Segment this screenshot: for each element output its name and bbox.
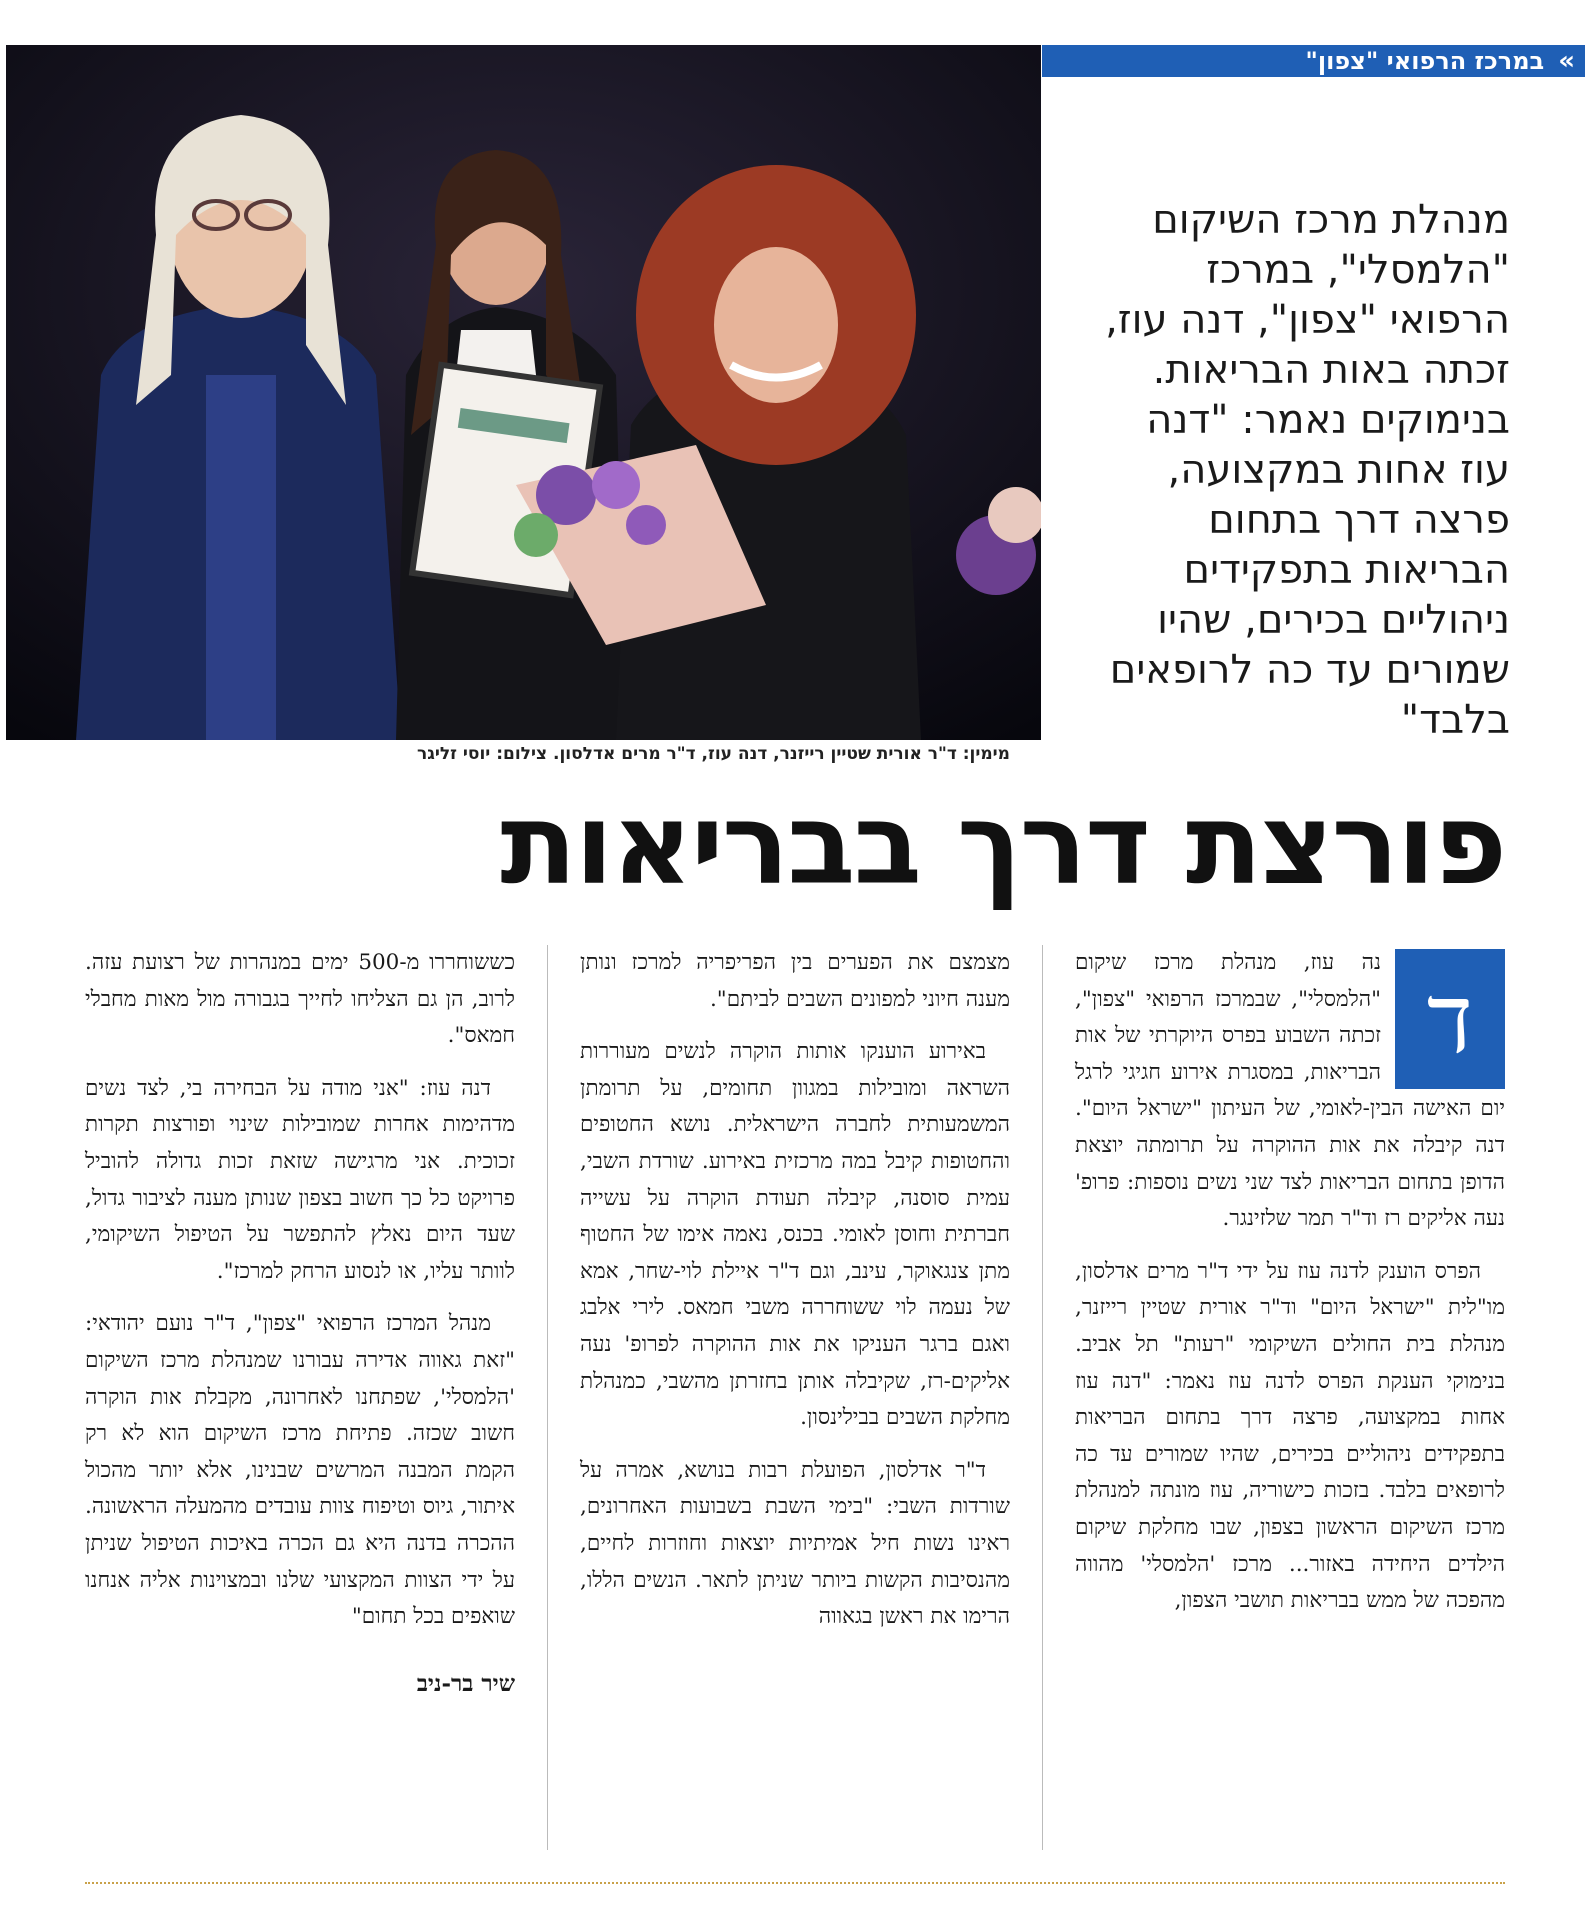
bottom-divider <box>85 1882 1505 1884</box>
photo-caption: מימין: ד"ר אורית שטיין רייזנר, דנה עוז, ד"ר מרים אדלסון. צילום: יוסי זליגר <box>417 744 1010 764</box>
section-bar <box>1042 45 1585 77</box>
paragraph: ד"ר אדלסון, הפועלת רבות בנושא, אמרה על שורדות השבי: "בימי השבת בשבועות האחרונים, ראינו נשות חיל אמיתיות יוצאות וחוזרות לחיים, מהנסיבות הקשות ביותר שניתן לתאר. הנשים הללו, הרימו את ראשן בגאווה <box>580 1457 1010 1630</box>
byline: שיר בר-ניב <box>416 1669 515 1697</box>
article-column-2 <box>580 945 1010 1652</box>
paragraph: דנה עוז: "אני מודה על הבחירה בי, לצד נשים מדהימות אחרות שמובילות שינוי ופורצות תקרות זכוכית. אני מרגישה שזאת זכות גדולה להוביל פרויקט כל כך חשוב בצפון שנותן מענה לציבור גדול, שעד היום נאלץ להתפשר על הטיפול השיקומי, לוותר עליו, או לנסוע הרחק למרכז". <box>85 1075 515 1284</box>
article-column-3 <box>85 945 515 1718</box>
paragraph: כששוחררו מ-500 ימים במנהרות של רצועת עזה. לרוב, הן גם הצליחו לחייך בגבורה מול מאות מחבלי חמאס". <box>85 950 515 1049</box>
paragraph <box>1075 945 1505 1238</box>
pull-quote: מנהלת מרכז השיקום "הלמסלי", במרכז הרפואי "צפון", דנה עוז, זכתה באות הבריאות. בנימוקים נאמר: "דנה עוז אחות במקצועה, פרצה דרך בתחום הבריאות בתפקידים ניהוליים בכירים, שהיו שמורים עד כה לרופאים בלבד" <box>1105 197 1510 743</box>
article-column-1 <box>1075 945 1505 1636</box>
paragraph: הפרס הוענק לדנה עוז על ידי ד"ר מרים אדלסון, מו"לית "ישראל היום" וד"ר אורית שטיין רייזנר, מנהלת בית החולים השיקומי "רעות" תל אביב. בנימוקי הענקת הפרס לדנה עוז נאמר: "דנה עוז אחות במקצועה, פרצה דרך בתחום הבריאות בתפקידים ניהוליים בכירים, שהיו שמורים עד כה לרופאים בלבד. בזכות כישוריה, עוז מונתה למנהלת מרכז השיקום הראשון בצפון, שבו מחלקת שיקום הילדים היחידה באזור... מרכז 'הלמסלי' מהווה מהפכה של ממש בבריאות תושבי הצפון, <box>1075 1258 1505 1614</box>
chevron-icon: » <box>1558 46 1569 76</box>
paragraph-text: נה עוז, מנהלת מרכז שיקום "הלמסלי", שבמרכז הרפואי "צפון", זכתה השבוע בפרס היוקרתי של אות הבריאות, במסגרת אירוע חגיגי לרגל יום האישה הבין-לאומי, של העיתון "ישראל היום". דנה קיבלה את אות ההוקרה על תרומתה יוצאת הדופן בתחום הבריאות לצד שני נשים נוספות: פרופ' נעה אליקים רז וד"ר תמר שלזינגר. <box>1075 950 1505 1232</box>
article-photo <box>6 45 1041 740</box>
column-divider <box>1042 945 1043 1850</box>
section-label: במרכז הרפואי "צפון" <box>1305 47 1545 75</box>
drop-cap: ד <box>1395 949 1505 1089</box>
headline: פורצת דרך בבריאות <box>500 780 1505 910</box>
paragraph: באירוע הוענקו אותות הוקרה לנשים מעוררות השראה ומובילות במגוון תחומים, על תרומתן המשמעותית לחברה הישראלית. נושא החטופים והחטופות קיבל במה מרכזית באירוע. שורדת השבי, עמית סוסנה, קיבלה תעודת הוקרה על עשייה חברתית וחוסן לאומי. בכנס, נאמה אימו של החטוף מתן צנגאוקר, עינב, וגם ד"ר איילת לוי-שחר, אמא של נעמה לוי ששוחררה משבי חמאס. לירי אלבג ואגם ברגר העניקו את אות ההוקרה לפרופ' נעה אליקים-רז, שקיבלה אותן בחזרתן מהשבי, כמנהלת מחלקת השבים בבילינסון. <box>580 1039 1010 1431</box>
photo-three-women-award-icon <box>6 45 1041 740</box>
column-divider <box>547 945 548 1850</box>
paragraph: מנהל המרכז הרפואי "צפון", ד"ר נועם יהודאי: "זאת גאווה אדירה עבורנו שמנהלת מרכז השיקום 'הלמסלי', שפתחנו לאחרונה, מקבלת אות הוקרה חשוב שכזה. פתיחת מרכז השיקום הוא לא רק הקמת המבנה המרשים שבנינו, אלא יותר מהכול איתור, גיוס וטיפוח צוות עובדים מהמעלה הראשונה. ההכרה בדנה היא גם הכרה באיכות הטיפול שניתן על ידי הצוות המקצועי שלנו ובמצוינות אליה אנחנו שואפים בכל תחום" <box>85 1311 515 1630</box>
paragraph: מצמצם את הפערים בין הפריפריה למרכז ונותן מענה חיוני למפונים השבים לביתם". <box>580 950 1010 1012</box>
